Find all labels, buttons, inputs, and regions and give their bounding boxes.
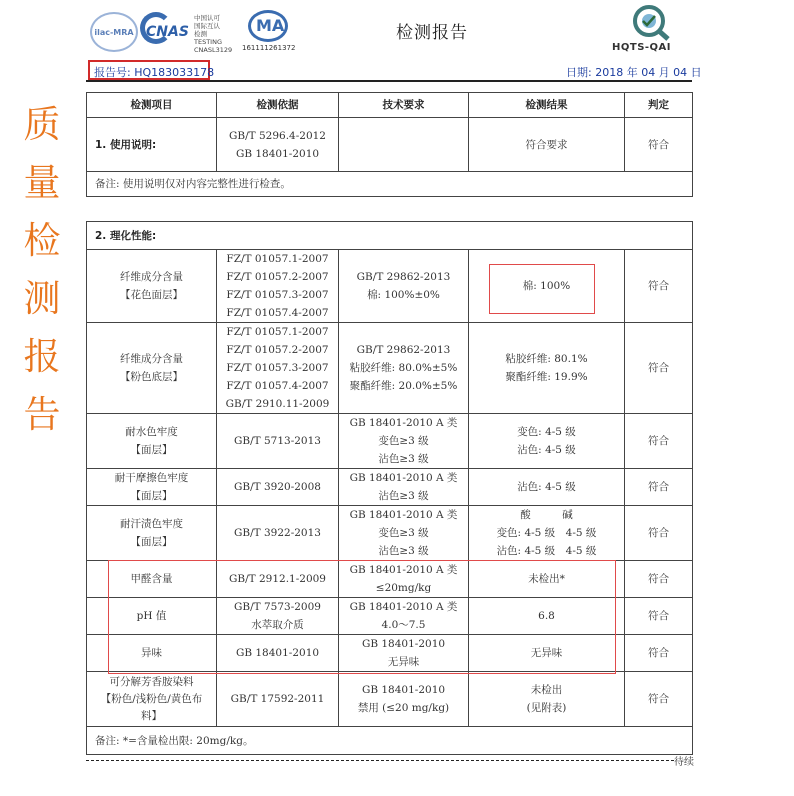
hqts-magnifier-icon (630, 4, 672, 42)
requirement (339, 118, 469, 172)
test-basis: GB/T 5296.4-2012 GB 18401-2010 (217, 118, 339, 172)
test-result: 粘胶纤维: 80.1% 聚酯纤维: 19.9% (469, 323, 625, 414)
test-result: 6.8 (469, 598, 625, 635)
table-row (87, 118, 693, 172)
column-header: 技术要求 (339, 93, 469, 118)
side-title-char: 检 (23, 219, 61, 262)
table-note-row (87, 727, 693, 755)
table-note: 备注: *=含量检出限: 20mg/kg。 (87, 727, 693, 755)
test-basis: GB/T 17592-2011 (217, 672, 339, 727)
side-title-char: 量 (23, 161, 61, 204)
verdict: 符合 (625, 506, 693, 561)
side-title-char: 质 (23, 103, 61, 146)
test-result: 符合要求 (469, 118, 625, 172)
table-row (87, 323, 693, 414)
side-title-quality-report (20, 96, 64, 444)
test-result: 棉: 100% (469, 250, 625, 323)
test-item: 异味 (87, 635, 217, 672)
verdict: 符合 (625, 250, 693, 323)
test-result: 酸 碱 变色: 4-5 级 4-5 级 沾色: 4-5 级 4-5 级 (469, 506, 625, 561)
requirement: GB 18401-2010 A 类 变色≥3 级 沾色≥3 级 (339, 506, 469, 561)
test-item: 甲醛含量 (87, 561, 217, 598)
table-row (87, 561, 693, 598)
cma-logo: MA 161111261372 (242, 10, 298, 54)
requirement: GB 18401-2010 无异味 (339, 635, 469, 672)
test-item: 耐汗渍色牢度 【面层】 (87, 506, 217, 561)
physical-chemical-table (86, 221, 693, 755)
table-note: 备注: 使用说明仅对内容完整性进行检查。 (87, 172, 693, 197)
verdict: 符合 (625, 672, 693, 727)
table-row (87, 506, 693, 561)
test-result: 变色: 4-5 级 沾色: 4-5 级 (469, 414, 625, 469)
test-basis: GB/T 5713-2013 (217, 414, 339, 469)
test-basis: GB/T 3920-2008 (217, 469, 339, 506)
table-row (87, 635, 693, 672)
footer-divider (86, 760, 674, 761)
table-row (87, 469, 693, 506)
requirement: GB 18401-2010 A 类 4.0～7.5 (339, 598, 469, 635)
requirement: GB 18401-2010 禁用 (≤20 mg/kg) (339, 672, 469, 727)
column-header: 检测结果 (469, 93, 625, 118)
report-title: 检测报告 (396, 23, 468, 43)
ilac-mra-logo: ilac-MRA (90, 12, 138, 52)
side-title-char: 测 (23, 277, 61, 320)
requirement: GB/T 29862-2013 粘胶纤维: 80.0%±5% 聚酯纤维: 20.0%±5% (339, 323, 469, 414)
test-result: 未检出 (见附表) (469, 672, 625, 727)
requirement: GB 18401-2010 A 类 沾色≥3 级 (339, 469, 469, 506)
test-item: 可分解芳香胺染料 【粉色/浅粉色/黄色布 料】 (87, 672, 217, 727)
report-number: 报告号: HQ183033178 (88, 60, 210, 80)
test-basis: FZ/T 01057.1-2007 FZ/T 01057.2-2007 FZ/T 01057.3-2007 FZ/T 01057.4-2007 GB/T 2910.11-2009 (217, 323, 339, 414)
table-row (87, 250, 693, 323)
continued-label: 待续 (674, 757, 694, 768)
report-date: 日期: 2018 年 04 月 04 日 (566, 66, 702, 79)
test-result: 沾色: 4-5 级 (469, 469, 625, 506)
test-item: 耐干摩擦色牢度 【面层】 (87, 469, 217, 506)
test-basis: GB/T 7573-2009 水萃取介质 (217, 598, 339, 635)
side-title-char: 告 (23, 393, 61, 436)
test-basis: FZ/T 01057.1-2007 FZ/T 01057.2-2007 FZ/T 01057.3-2007 FZ/T 01057.4-2007 (217, 250, 339, 323)
hqts-logo: HQTS-QAI (612, 4, 692, 56)
test-result: 无异味 (469, 635, 625, 672)
verdict: 符合 (625, 598, 693, 635)
verdict: 符合 (625, 635, 693, 672)
column-header: 检测依据 (217, 93, 339, 118)
test-basis: GB 18401-2010 (217, 635, 339, 672)
verdict: 符合 (625, 118, 693, 172)
test-item: pH 值 (87, 598, 217, 635)
column-header: 判定 (625, 93, 693, 118)
usage-instructions-table (86, 92, 693, 197)
test-item: 1. 使用说明: (87, 118, 217, 172)
section-title: 2. 理化性能: (87, 222, 693, 250)
verdict: 符合 (625, 323, 693, 414)
column-header: 检测项目 (87, 93, 217, 118)
requirement: GB 18401-2010 A 类 变色≥3 级 沾色≥3 级 (339, 414, 469, 469)
test-item: 耐水色牢度 【面层】 (87, 414, 217, 469)
test-item: 纤维成分含量 【花色面层】 (87, 250, 217, 323)
test-basis: GB/T 3922-2013 (217, 506, 339, 561)
test-result: 未检出* (469, 561, 625, 598)
verdict: 符合 (625, 561, 693, 598)
test-item: 纤维成分含量 【粉色底层】 (87, 323, 217, 414)
requirement: GB 18401-2010 A 类 ≤20mg/kg (339, 561, 469, 598)
table-header-row (87, 93, 693, 118)
cnas-logo-text: 中国认可 国际互认 检测 TESTING CNASL3129 (194, 14, 233, 54)
verdict: 符合 (625, 414, 693, 469)
section-row (87, 222, 693, 250)
requirement: GB/T 29862-2013 棉: 100%±0% (339, 250, 469, 323)
test-basis: GB/T 2912.1-2009 (217, 561, 339, 598)
accreditation-logos (90, 6, 310, 58)
cnas-logo: CNAS (138, 12, 188, 48)
table-row (87, 414, 693, 469)
header-divider (86, 80, 692, 82)
side-title-char: 报 (23, 335, 61, 378)
verdict: 符合 (625, 469, 693, 506)
table-row (87, 598, 693, 635)
table-note-row (87, 172, 693, 197)
table-row (87, 672, 693, 727)
